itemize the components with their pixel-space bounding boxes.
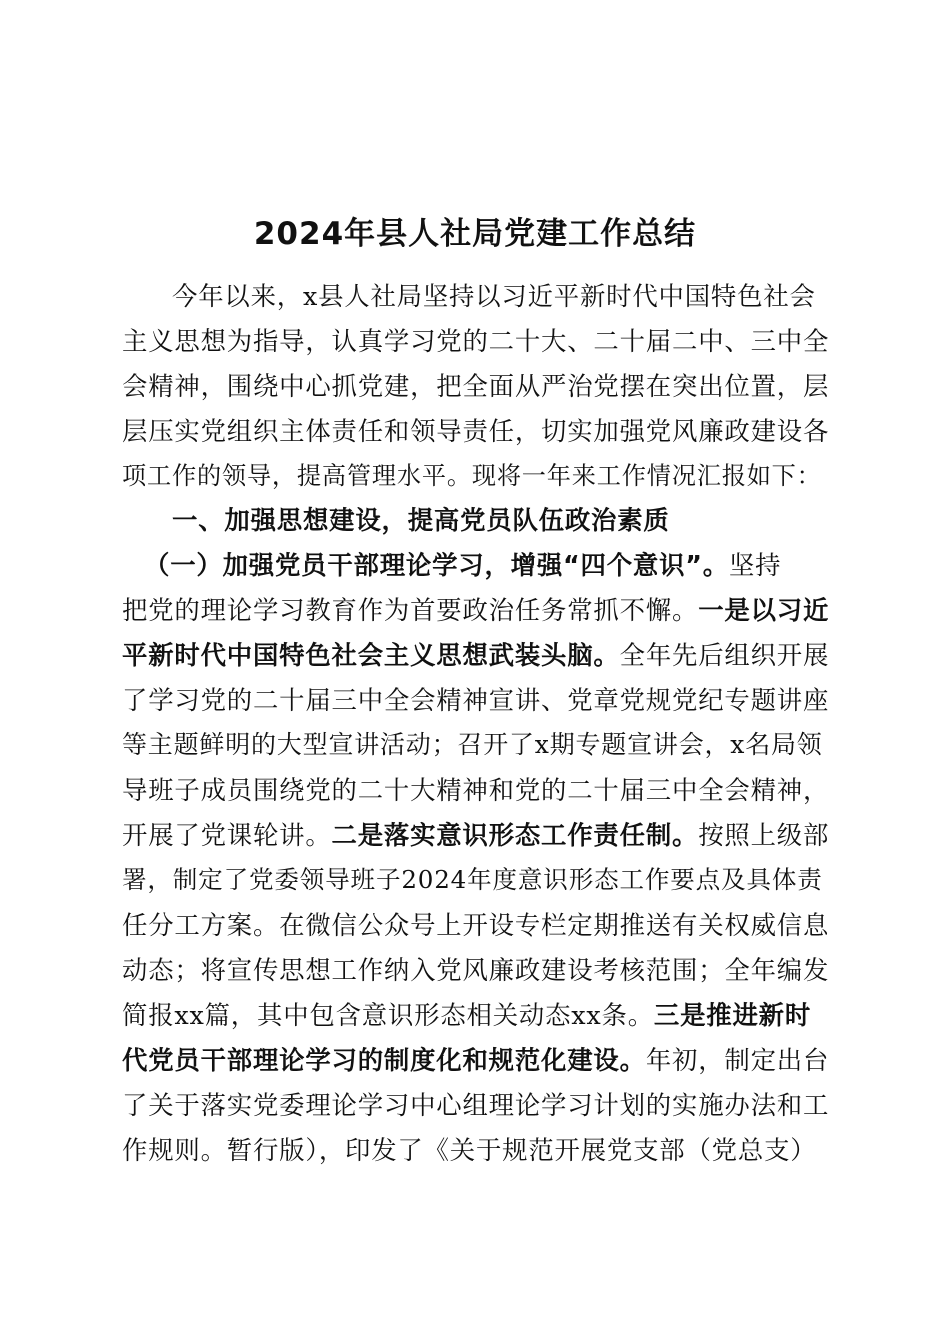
text-run: 把党的理论学习教育作为首要政治任务常抓不懈。 — [122, 595, 699, 625]
subsection-heading: （一）加强党员干部理论学习，增强“四个意识”。 — [144, 550, 729, 580]
body-line-12 — [122, 1038, 828, 1082]
bold-text-run: 一是以习近 — [698, 595, 830, 625]
bold-text-run: 平新时代中国特色社会主义思想武装头脑。 — [122, 640, 620, 670]
body-line-8: 署，制定了党委领导班子2024年度意识形态工作要点及具体责 — [122, 865, 823, 894]
body-line-10: 动态；将宣传思想工作纳入党风廉政建设考核范围；全年编发 — [122, 955, 830, 985]
section-heading: 一、加强思想建设，提高党员队伍政治素质 — [172, 505, 670, 535]
text-run: 全年先后组织开展 — [619, 640, 830, 670]
intro-line-2: 主义思想为指导，认真学习党的二十大、二十届二中、三中全 — [122, 326, 830, 356]
body-line-5: 等主题鲜明的大型宣讲活动；召开了x期专题宣讲会，x名局领 — [122, 730, 823, 759]
bold-text-run: 代党员干部理论学习的制度化和规范化建设。 — [122, 1045, 646, 1075]
text-run: 开展了党课轮讲。 — [122, 820, 332, 850]
body-line-11 — [122, 993, 828, 1037]
body-line-2 — [122, 588, 828, 632]
body-line-13: 了关于落实党委理论学习中心组理论学习计划的实施办法和工 — [122, 1090, 830, 1120]
body-line-4: 了学习党的二十届三中全会精神宣讲、党章党规党纪专题讲座 — [122, 685, 830, 715]
intro-line-5: 项工作的领导，提高管理水平。现将一年来工作情况汇报如下： — [122, 462, 822, 490]
intro-line-1: 今年以来，x县人社局坚持以习近平新时代中国特色社会 — [172, 281, 816, 311]
text-run: 坚持 — [728, 550, 782, 580]
subsection-line-1 — [122, 543, 828, 587]
body-line-3 — [122, 633, 828, 677]
bold-text-run: 二是落实意识形态工作责任制。 — [331, 820, 699, 850]
document-title: 2024年县人社局党建工作总结 — [253, 216, 697, 252]
body-line-14: 作规则。暂行版），印发了《关于规范开展党支部（党总支） — [122, 1135, 817, 1165]
intro-line-4: 层压实党组织主体责任和领导责任，切实加强党风廉政建设各 — [122, 416, 830, 446]
body-line-7 — [122, 813, 828, 857]
bold-text-run: 三是推进新时 — [653, 1000, 812, 1030]
text-run: 简报xx篇，其中包含意识形态相关动态xx条。 — [122, 1000, 654, 1030]
intro-line-3: 会精神，围绕中心抓党建，把全面从严治党摆在突出位置，层 — [122, 371, 830, 401]
text-run: 按照上级部 — [698, 820, 830, 850]
body-line-6: 导班子成员围绕党的二十大精神和党的二十届三中全会精神， — [122, 775, 830, 805]
body-line-9: 任分工方案。在微信公众号上开设专栏定期推送有关权威信息 — [122, 910, 830, 940]
text-run: 年初，制定出台 — [645, 1045, 830, 1075]
